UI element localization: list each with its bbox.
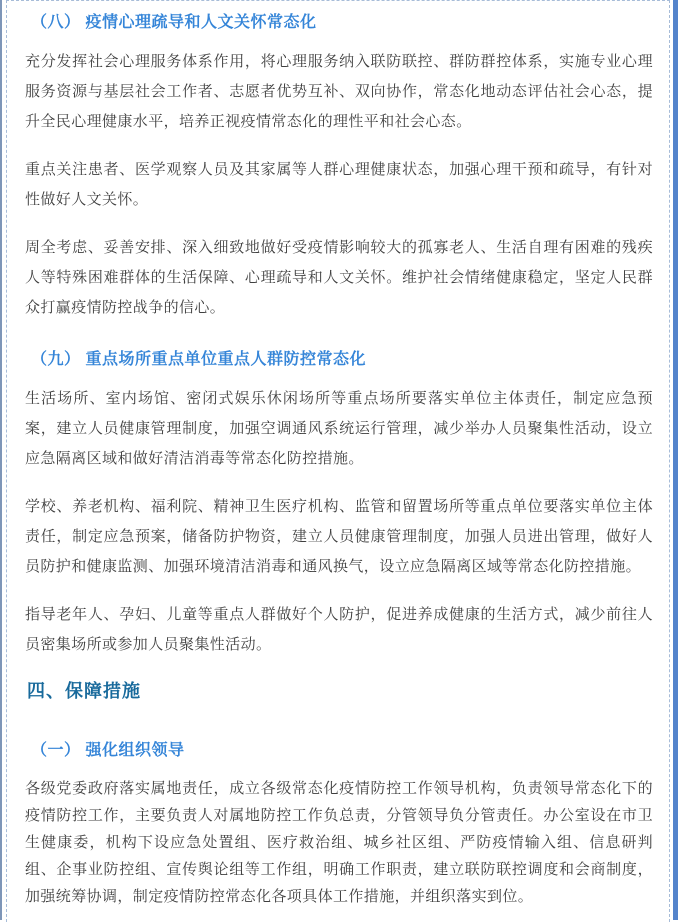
paragraph-key-venues: 生活场所、室内场馆、密闭式娱乐休闲场所等重点场所要落实单位主体责任，制定应急预案，建立人员健康管理制度，加强空调通风系统运行管理，减少举办人员聚集性活动，设立应急隔离区域和做好清洁消毒等常态化防控措施。 [25,390,653,467]
page-right-edge-bar [673,0,678,920]
section-heading-8: （八） 疫情心理疏导和人文关怀常态化 [31,14,317,31]
paragraph-key-populations: 指导老年人、孕妇、儿童等重点人群做好个人防护，促进养成健康的生活方式，减少前往人员密集场所或参加人员聚集性活动。 [25,606,653,653]
page-left-edge-bar [0,0,2,920]
paragraph-focus-patients: 重点关注患者、医学观察人员及其家属等人群心理健康状态，加强心理干预和疏导，有针对性做好人文关怀。 [25,161,653,208]
section-heading-1: （一） 强化组织领导 [31,742,185,759]
paragraph-organization-leadership: 各级党委政府落实属地责任，成立各级常态化疫情防控工作领导机构，负责领导常态化下的疫情防控工作，主要负责人对属地防控工作负总责，分管领导负分管责任。办公室设在市卫生健康委，机构下设应急处置组、医疗救治组、城乡社区组、严防疫情输入组、信息研判组、企事业防控组、宣传舆论组等工作组，明确工作职责，建立联防联控调度和会商制度，加强统筹协调，制定疫情防控常态化各项具体工作措施，并组织落实到位。 [25,780,653,905]
paragraph-vulnerable-groups: 周全考虑、妥善安排、深入细致地做好受疫情影响较大的孤寡老人、生活自理有困难的残疾人等特殊困难群体的生活保障、心理疏导和人文关怀。维护社会情绪健康稳定，坚定人民群众打赢疫情防控战争的信心。 [25,239,653,316]
paragraph-psych-service-system: 充分发挥社会心理服务体系作用，将心理服务纳入联防联控、群防群控体系，实施专业心理服务资源与基层社会工作者、志愿者优势互补、双向协作，常态化地动态评估社会心态，提升全民心理健康水平，培养正视疫情常态化的理性平和社会心态。 [25,53,653,130]
article-content [7,0,669,910]
chapter-heading-4: 四、保障措施 [27,681,141,701]
paragraph-key-institutions: 学校、养老机构、福利院、精神卫生医疗机构、监管和留置场所等重点单位要落实单位主体责任，制定应急预案，储备防护物资，建立人员健康管理制度，加强人员进出管理，做好人员防护和健康监测、加强环境清洁消毒和通风换气，设立应急隔离区域等常态化防控措施。 [25,498,653,575]
section-heading-9: （九） 重点场所重点单位重点人群防控常态化 [31,351,366,368]
